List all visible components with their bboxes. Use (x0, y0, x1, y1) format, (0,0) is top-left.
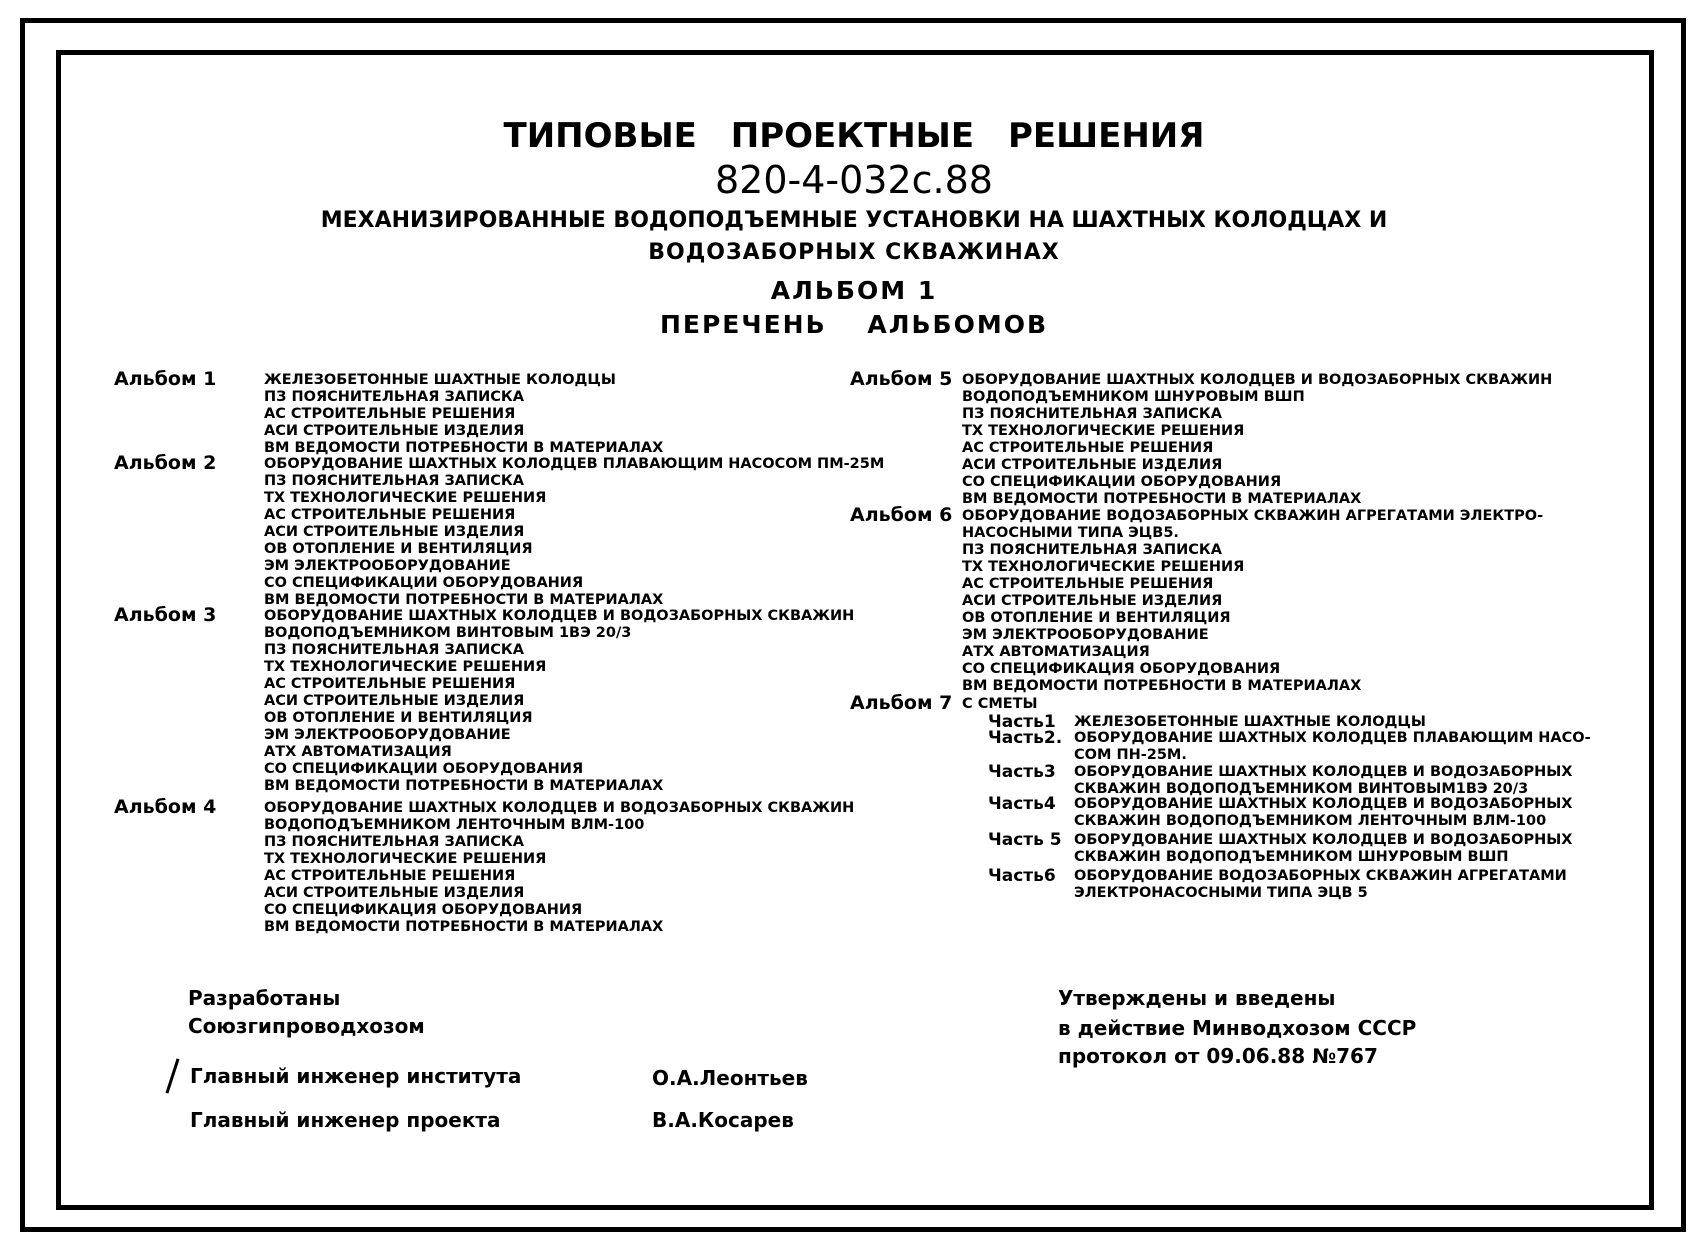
album-4-contents (264, 800, 854, 936)
part-5-label: Часть 5 (988, 830, 1062, 850)
list-item: АС СТРОИТЕЛЬНЫЕ РЕШЕНИЯ (962, 440, 1214, 456)
part-1-label: Часть1 (988, 712, 1056, 732)
list-item: ТХ ТЕХНОЛОГИЧЕСКИЕ РЕШЕНИЯ (962, 559, 1245, 575)
part-3-label: Часть3 (988, 762, 1056, 782)
album-5-contents (962, 372, 1552, 508)
list-item: АС СТРОИТЕЛЬНЫЕ РЕШЕНИЯ (264, 868, 516, 884)
list-item: АС СТРОИТЕЛЬНЫЕ РЕШЕНИЯ (264, 507, 516, 523)
album-6-contents (962, 508, 1543, 695)
list-item: ПЗ ПОЯСНИТЕЛЬНАЯ ЗАПИСКА (264, 642, 524, 658)
list-item: ОБОРУДОВАНИЕ ШАХТНЫХ КОЛОДЦЕВ ПЛАВАЮЩИМ НАСО- (1074, 730, 1591, 746)
list-item: ОБОРУДОВАНИЕ ШАХТНЫХ КОЛОДЦЕВ ПЛАВАЮЩИМ НАСОСОМ ПМ-25М (264, 456, 885, 472)
list-item: ВМ ВЕДОМОСТИ ПОТРЕБНОСТИ В МАТЕРИАЛАХ (962, 678, 1362, 694)
list-item: АСИ СТРОИТЕЛЬНЫЕ ИЗДЕЛИЯ (264, 885, 525, 901)
part-1-contents (1074, 714, 1426, 731)
list-item: ВОДОПОДЪЕМНИКОМ ЛЕНТОЧНЫМ ВЛМ-100 (264, 817, 645, 833)
album-3-label: Альбом 3 (114, 604, 217, 626)
list-item: ВОДОПОДЪЕМНИКОМ ВИНТОВЫМ 1ВЭ 20/3 (264, 625, 632, 641)
list-item: СО СПЕЦИФИКАЦИИ ОБОРУДОВАНИЯ (962, 474, 1282, 490)
approval-line-3: протокол от 09.06.88 №767 (1058, 1044, 1378, 1068)
list-item: ПЗ ПОЯСНИТЕЛЬНАЯ ЗАПИСКА (264, 473, 524, 489)
list-item: ВМ ВЕДОМОСТИ ПОТРЕБНОСТИ В МАТЕРИАЛАХ (264, 919, 664, 935)
album-7-label: Альбом 7 (850, 692, 953, 714)
list-item: СО СПЕЦИФИКАЦИЯ ОБОРУДОВАНИЯ (962, 661, 1281, 677)
part-4-contents (1074, 796, 1572, 830)
list-item: ТХ ТЕХНОЛОГИЧЕСКИЕ РЕШЕНИЯ (264, 490, 547, 506)
part-3-contents (1074, 764, 1572, 798)
chief-institute-engineer-label: Главный инженер института (190, 1064, 522, 1088)
list-item: СКВАЖИН ВОДОПОДЪЕМНИКОМ ВИНТОВЫМ1ВЭ 20/3 (1074, 781, 1529, 797)
list-item: ПЗ ПОЯСНИТЕЛЬНАЯ ЗАПИСКА (264, 389, 524, 405)
album-6-label: Альбом 6 (850, 504, 953, 526)
album-2-label: Альбом 2 (114, 452, 217, 474)
list-item: ОБОРУДОВАНИЕ ВОДОЗАБОРНЫХ СКВАЖИН АГРЕГАТАМИ (1074, 868, 1567, 884)
list-title: ПЕРЕЧЕНЬ АЛЬБОМОВ (659, 310, 1049, 339)
part-2-contents (1074, 730, 1591, 764)
chief-institute-engineer-name: О.А.Леонтьев (652, 1066, 808, 1090)
list-item: СОМ ПН-25М. (1074, 747, 1187, 763)
list-item: ОБОРУДОВАНИЕ ВОДОЗАБОРНЫХ СКВАЖИН АГРЕГАТАМИ ЭЛЕКТРО- (962, 508, 1544, 524)
list-item: ВМ ВЕДОМОСТИ ПОТРЕБНОСТИ В МАТЕРИАЛАХ (264, 592, 664, 608)
album-7-title: С СМЕТЫ (962, 696, 1038, 712)
list-item: АС СТРОИТЕЛЬНЫЕ РЕШЕНИЯ (962, 576, 1214, 592)
list-item: НАСОСНЫМИ ТИПА ЭЦВ5. (962, 525, 1179, 541)
list-item: АСИ СТРОИТЕЛЬНЫЕ ИЗДЕЛИЯ (962, 593, 1223, 609)
list-item: СКВАЖИН ВОДОПОДЪЕМНИКОМ ШНУРОВЫМ ВШП (1074, 849, 1509, 865)
list-item: ОВ ОТОПЛЕНИЕ И ВЕНТИЛЯЦИЯ (264, 541, 533, 557)
list-item: ВОДОПОДЪЕМНИКОМ ШНУРОВЫМ ВШП (962, 389, 1305, 405)
subtitle-line-1: МЕХАНИЗИРОВАННЫЕ ВОДОПОДЪЕМНЫЕ УСТАНОВКИ НА ШАХТНЫХ КОЛОДЦАХ И (320, 208, 1388, 233)
list-item: АТХ АВТОМАТИЗАЦИЯ (264, 744, 452, 760)
approval-line-2: в действие Минводхозом СССР (1058, 1016, 1417, 1040)
page-title: ТИПОВЫЕ ПРОЕКТНЫЕ РЕШЕНИЯ (503, 116, 1205, 156)
list-item: СКВАЖИН ВОДОПОДЪЕМНИКОМ ЛЕНТОЧНЫМ ВЛМ-100 (1074, 813, 1547, 829)
list-item: АТХ АВТОМАТИЗАЦИЯ (962, 644, 1150, 660)
list-item: ТХ ТЕХНОЛОГИЧЕСКИЕ РЕШЕНИЯ (264, 851, 547, 867)
list-item: ЭМ ЭЛЕКТРООБОРУДОВАНИЕ (264, 558, 511, 574)
list-item: ПЗ ПОЯСНИТЕЛЬНАЯ ЗАПИСКА (962, 406, 1222, 422)
developer-organization: Союзгипроводхозом (188, 1014, 425, 1038)
list-item: СО СПЕЦИФИКАЦИИ ОБОРУДОВАНИЯ (264, 575, 584, 591)
developed-by-label: Разработаны (188, 986, 341, 1010)
list-item: СО СПЕЦИФИКАЦИЯ ОБОРУДОВАНИЯ (264, 902, 583, 918)
list-item: АСИ СТРОИТЕЛЬНЫЕ ИЗДЕЛИЯ (264, 524, 525, 540)
list-item: ОБОРУДОВАНИЕ ШАХТНЫХ КОЛОДЦЕВ И ВОДОЗАБОРНЫХ (1074, 764, 1573, 780)
chief-project-engineer-name: В.А.Косарев (652, 1108, 794, 1132)
list-item: АС СТРОИТЕЛЬНЫЕ РЕШЕНИЯ (264, 676, 516, 692)
list-item: ТХ ТЕХНОЛОГИЧЕСКИЕ РЕШЕНИЯ (962, 423, 1245, 439)
list-item: АС СТРОИТЕЛЬНЫЕ РЕШЕНИЯ (264, 406, 516, 422)
list-item: СО СПЕЦИФИКАЦИИ ОБОРУДОВАНИЯ (264, 761, 584, 777)
list-item: ОБОРУДОВАНИЕ ШАХТНЫХ КОЛОДЦЕВ И ВОДОЗАБОРНЫХ (1074, 796, 1573, 812)
list-item: ЭМ ЭЛЕКТРООБОРУДОВАНИЕ (264, 727, 511, 743)
part-2-label: Часть2. (988, 728, 1063, 748)
list-item: ВМ ВЕДОМОСТИ ПОТРЕБНОСТИ В МАТЕРИАЛАХ (264, 778, 664, 794)
part-4-label: Часть4 (988, 794, 1056, 814)
list-item: ОБОРУДОВАНИЕ ШАХТНЫХ КОЛОДЦЕВ И ВОДОЗАБОРНЫХ СКВАЖИН (264, 608, 855, 624)
subtitle-line-2: ВОДОЗАБОРНЫХ СКВАЖИНАХ (648, 240, 1060, 265)
list-item: ПЗ ПОЯСНИТЕЛЬНАЯ ЗАПИСКА (264, 834, 524, 850)
list-item: ОБОРУДОВАНИЕ ШАХТНЫХ КОЛОДЦЕВ И ВОДОЗАБОРНЫХ СКВАЖИН (962, 372, 1553, 388)
list-item: ЭМ ЭЛЕКТРООБОРУДОВАНИЕ (962, 627, 1209, 643)
album-2-contents (264, 456, 884, 609)
album-3-contents (264, 608, 854, 795)
part-6-label: Часть6 (988, 866, 1056, 886)
list-item: ВМ ВЕДОМОСТИ ПОТРЕБНОСТИ В МАТЕРИАЛАХ (264, 440, 664, 456)
album-4-label: Альбом 4 (114, 796, 217, 818)
album-1-label: Альбом 1 (114, 368, 217, 390)
list-item: АСИ СТРОИТЕЛЬНЫЕ ИЗДЕЛИЯ (264, 423, 525, 439)
part-6-contents (1074, 868, 1567, 902)
list-item: ОВ ОТОПЛЕНИЕ И ВЕНТИЛЯЦИЯ (962, 610, 1231, 626)
chief-project-engineer-label: Главный инженер проекта (190, 1108, 501, 1132)
list-item: ЖЕЛЕЗОБЕТОННЫЕ ШАХТНЫЕ КОЛОДЦЫ (1074, 714, 1426, 730)
list-item: ЖЕЛЕЗОБЕТОННЫЕ ШАХТНЫЕ КОЛОДЦЫ (264, 372, 616, 388)
album-number: АЛЬБОМ 1 (770, 276, 938, 305)
list-item: ОБОРУДОВАНИЕ ШАХТНЫХ КОЛОДЦЕВ И ВОДОЗАБОРНЫХ СКВАЖИН (264, 800, 855, 816)
album-5-label: Альбом 5 (850, 368, 953, 390)
list-item: ТХ ТЕХНОЛОГИЧЕСКИЕ РЕШЕНИЯ (264, 659, 547, 675)
list-item: ВМ ВЕДОМОСТИ ПОТРЕБНОСТИ В МАТЕРИАЛАХ (962, 491, 1362, 507)
album-1-contents (264, 372, 663, 457)
list-item: ЭЛЕКТРОНАСОСНЫМИ ТИПА ЭЦВ 5 (1074, 885, 1368, 901)
document-code: 820-4-032с.88 (715, 158, 993, 202)
list-item: ОВ ОТОПЛЕНИЕ И ВЕНТИЛЯЦИЯ (264, 710, 533, 726)
list-item: ПЗ ПОЯСНИТЕЛЬНАЯ ЗАПИСКА (962, 542, 1222, 558)
approval-line-1: Утверждены и введены (1058, 986, 1336, 1010)
list-item: ОБОРУДОВАНИЕ ШАХТНЫХ КОЛОДЦЕВ И ВОДОЗАБОРНЫХ (1074, 832, 1573, 848)
list-item: АСИ СТРОИТЕЛЬНЫЕ ИЗДЕЛИЯ (264, 693, 525, 709)
list-item: АСИ СТРОИТЕЛЬНЫЕ ИЗДЕЛИЯ (962, 457, 1223, 473)
part-5-contents (1074, 832, 1572, 866)
